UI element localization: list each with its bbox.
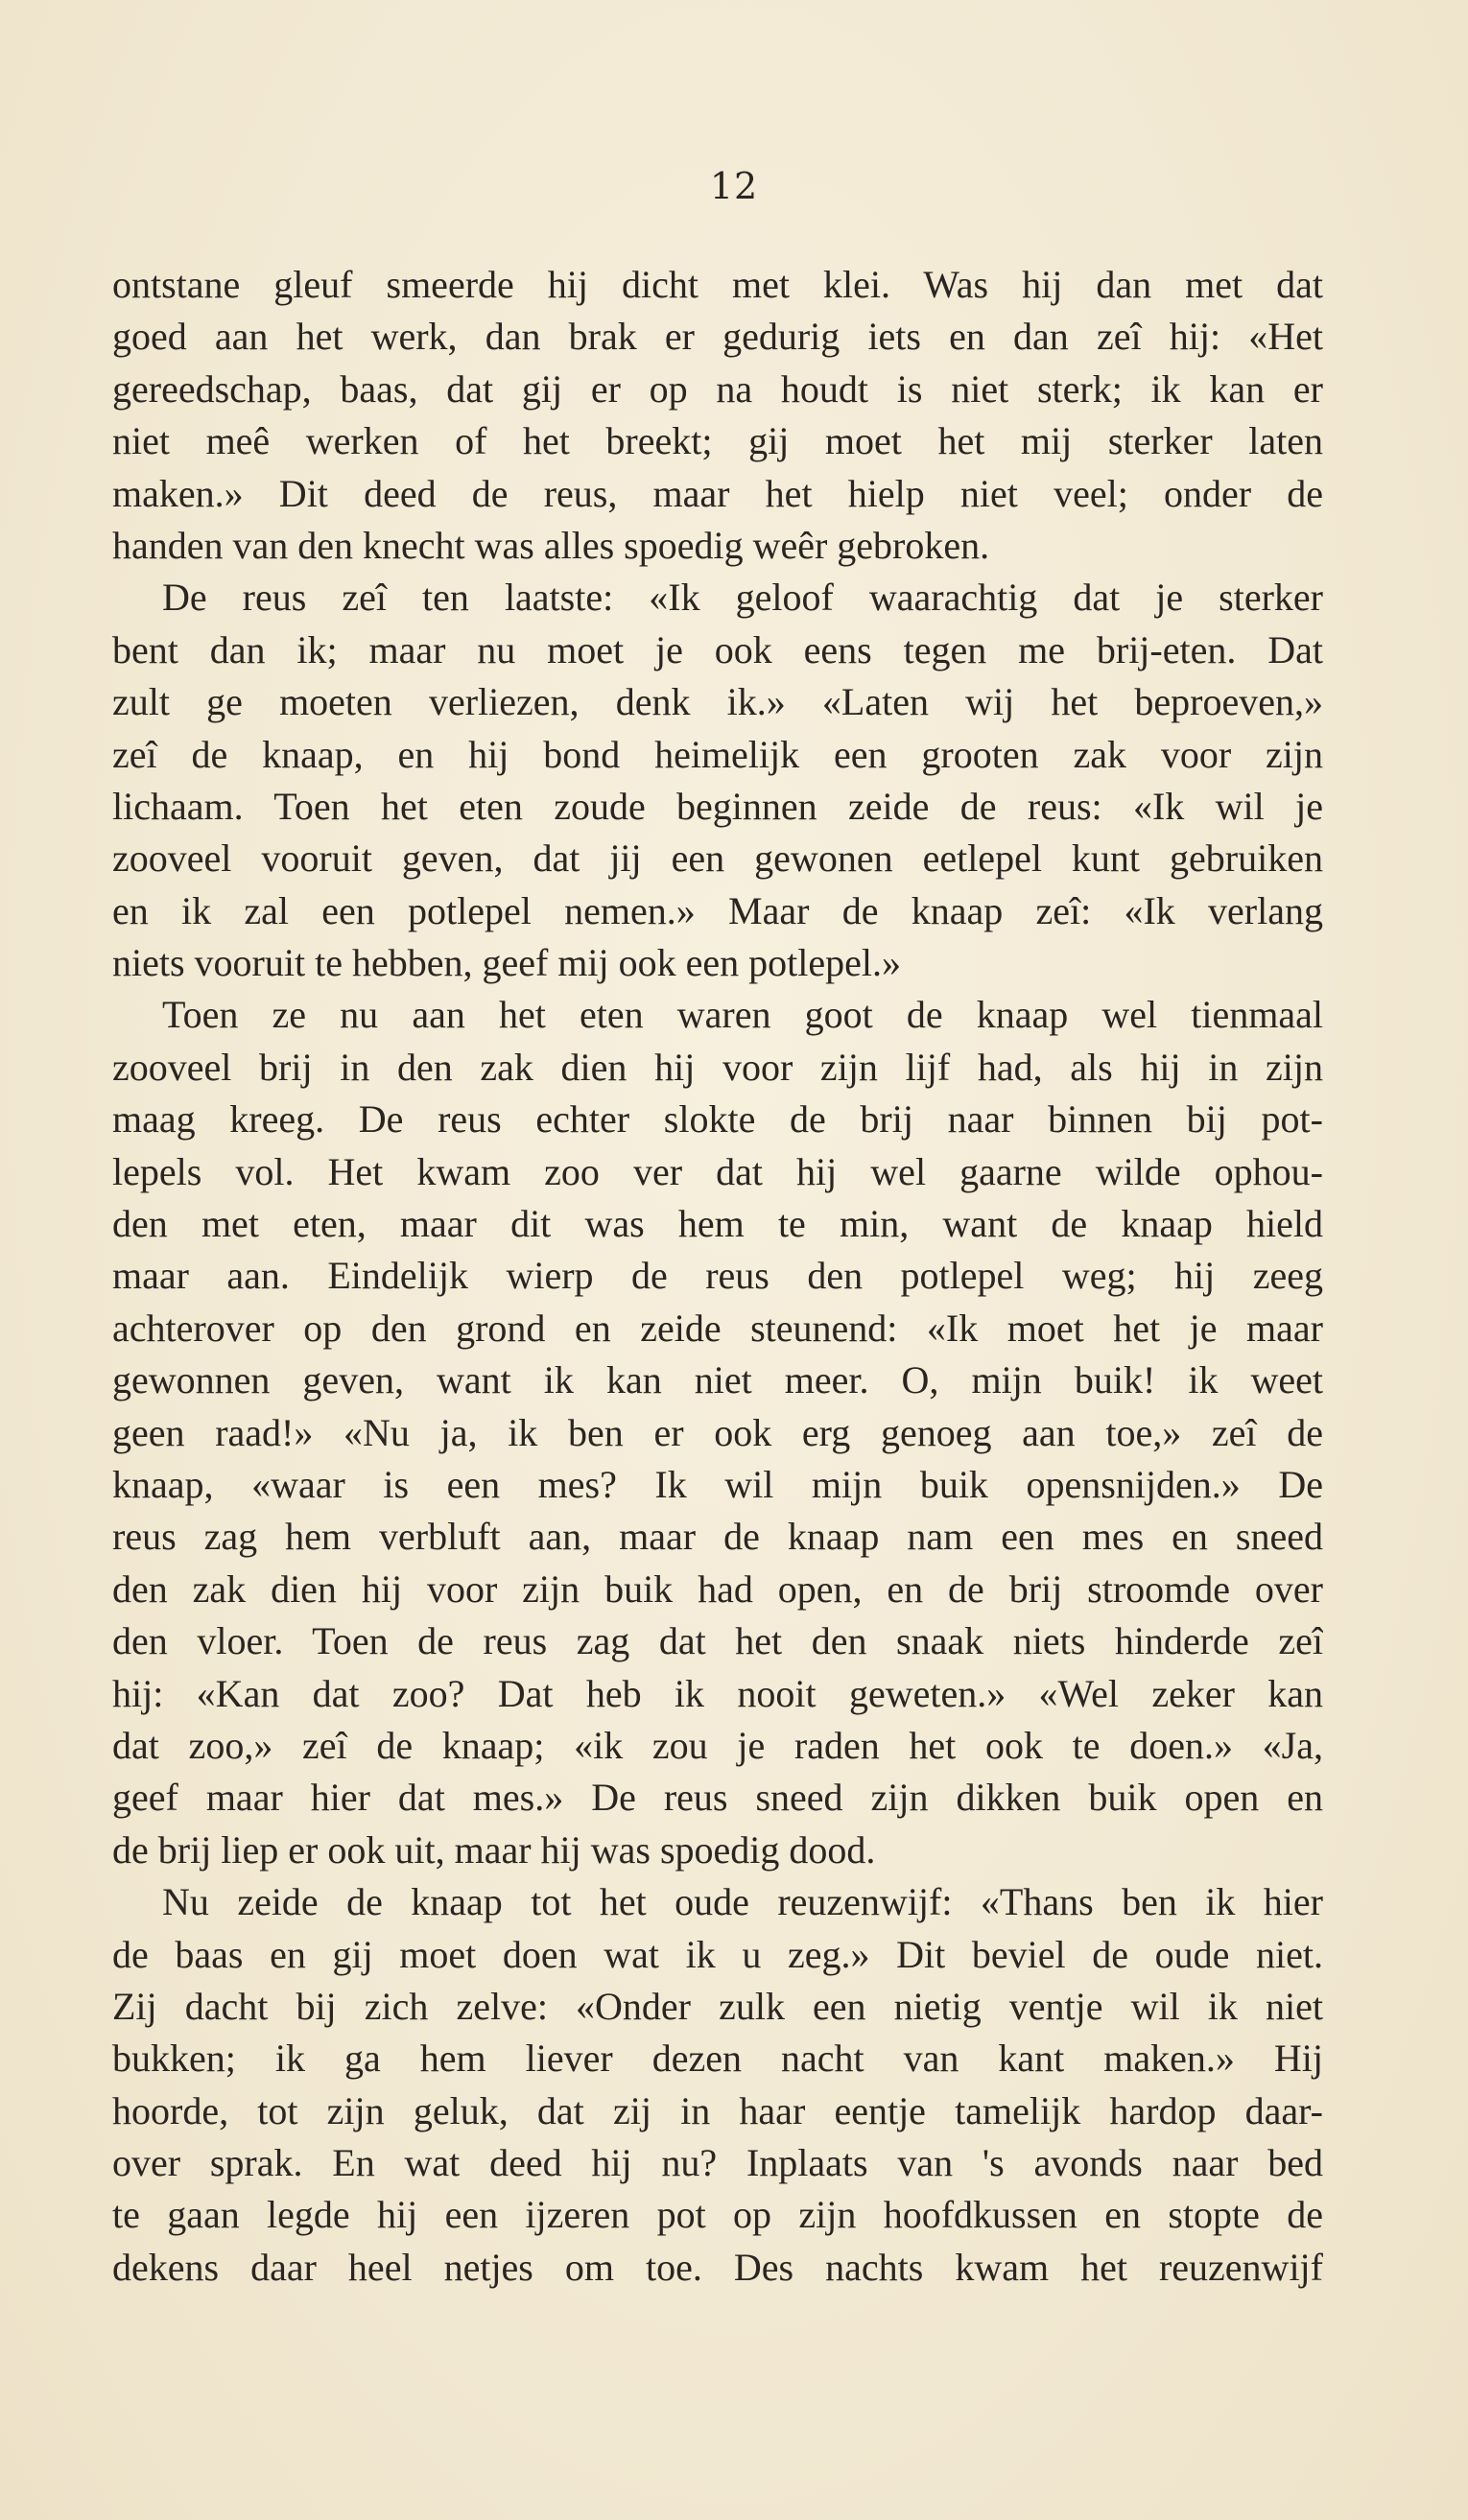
text-line: reus zag hem verbluft aan, maar de knaap nam een mes en sneed [112,1515,1323,1559]
text-line: lichaam. Toen het eten zoude beginnen zeide de reus: «Ik wil je [112,784,1323,828]
text-line: bent dan ik; maar nu moet je ook eens tegen me brij-eten. Dat [112,627,1323,671]
text-line: dekens daar heel netjes om toe. Des nachts kwam het reuzenwijf [112,2245,1323,2289]
text-line: den vloer. Toen de reus zag dat het den snaak niets hinderde zeî [112,1619,1323,1663]
text-line: en ik zal een potlepel nemen.» Maar de knaap zeî: «Ik verlang [112,888,1323,932]
text-line: goed aan het werk, dan brak er gedurig iets en dan zeî hij: «Het [112,315,1323,359]
text-line: dat zoo,» zeî de knaap; «ik zou je raden het ook te doen.» «Ja, [112,1723,1323,1767]
text-line: achterover op den grond en zeide steunend: «Ik moet het je maar [112,1306,1323,1350]
text-line: Zij dacht bij zich zelve: «Onder zulk een nietig ventje wil ik niet [112,1984,1323,2028]
text-line: ontstane gleuf smeerde hij dicht met klei. Was hij dan met dat [112,263,1323,306]
text-line: den met eten, maar dit was hem te min, want de knaap hield [112,1202,1323,1246]
text-line: zeî de knaap, en hij bond heimelijk een grooten zak voor zijn [112,732,1323,776]
text-line: maag kreeg. De reus echter slokte de brij naar binnen bij pot- [112,1097,1323,1142]
text-line: maken.» Dit deed de reus, maar het hielp niet veel; onder de [112,471,1323,515]
text-line: hoorde, tot zijn geluk, dat zij in haar eentje tamelijk hardop daar- [112,2088,1323,2132]
text-line: niet meê werken of het breekt; gij moet het mij sterker laten [112,419,1323,463]
text-line: Toen ze nu aan het eten waren goot de knaap wel tienmaal [162,993,1323,1037]
text-line: gewonnen geven, want ik kan niet meer. O, mijn buik! ik weet [112,1358,1323,1402]
text-line: handen van den knecht was alles spoedig weêr gebroken. [112,523,990,567]
text-line: maar aan. Eindelijk wierp de reus den potlepel weg; hij zeeg [112,1254,1323,1298]
page-number: 12 [709,165,759,207]
text-line: de brij liep er ook uit, maar hij was spoedig dood. [112,1827,876,1872]
body-text [112,259,1323,2294]
text-line: geen raad!» «Nu ja, ik ben er ook erg genoeg aan toe,» zeî de [112,1410,1323,1454]
text-line: zooveel brij in den zak dien hij voor zijn lijf had, als hij in zijn [112,1045,1323,1089]
text-line: den zak dien hij voor zijn buik had open, en de brij stroomde over [112,1566,1323,1611]
text-line: geef maar hier dat mes.» De reus sneed zijn dikken buik open en [112,1776,1323,1820]
text-line: niets vooruit te hebben, geef mij ook een potlepel.» [112,941,901,985]
text-line: knaap, «waar is een mes? Ik wil mijn buik opensnijden.» De [112,1462,1323,1506]
text-line: te gaan legde hij een ijzeren pot op zijn hoofdkussen en stopte de [112,2193,1323,2237]
text-line: De reus zeî ten laatste: «Ik geloof waarachtig dat je sterker [162,576,1323,620]
text-line: over sprak. En wat deed hij nu? Inplaats van 's avonds naar bed [112,2141,1323,2185]
text-line: hij: «Kan dat zoo? Dat heb ik nooit geweten.» «Wel zeker kan [112,1671,1323,1715]
text-line: lepels vol. Het kwam zoo ver dat hij wel gaarne wilde ophou- [112,1149,1323,1193]
text-line: de baas en gij moet doen wat ik u zeg.» Dit beviel de oude niet. [112,1932,1323,1976]
text-line: bukken; ik ga hem liever dezen nacht van kant maken.» Hij [112,2037,1323,2081]
text-line: zooveel vooruit geven, dat jij een gewonen eetlepel kunt gebruiken [112,836,1323,881]
text-line: zult ge moeten verliezen, denk ik.» «Laten wij het beproeven,» [112,680,1323,724]
text-line: Nu zeide de knaap tot het oude reuzenwijf: «Thans ben ik hier [162,1880,1323,1924]
text-line: gereedschap, baas, dat gij er op na houdt is niet sterk; ik kan er [112,366,1323,411]
